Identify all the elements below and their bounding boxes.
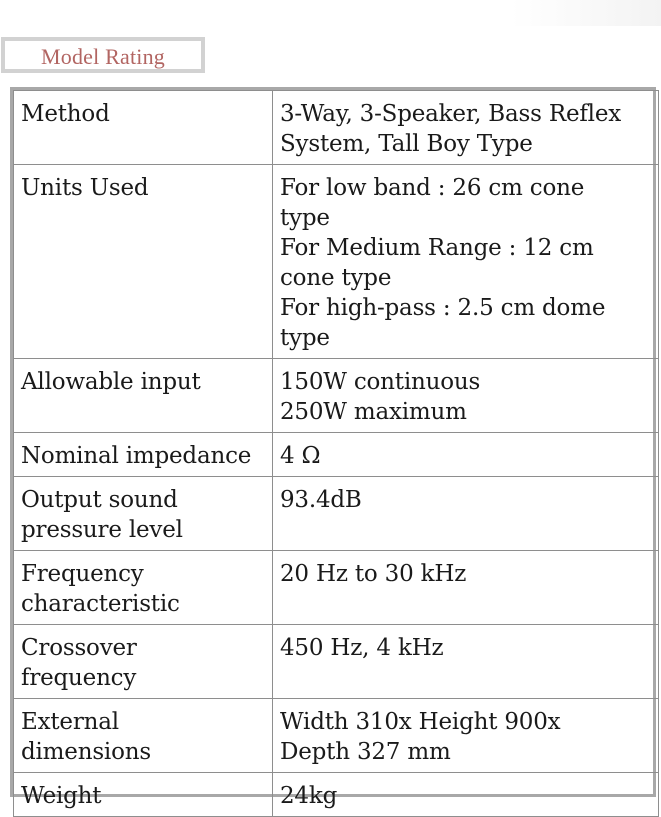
spec-value: 4 Ω — [273, 433, 659, 477]
table-row-frequency-characteristic — [14, 551, 659, 625]
table-row-method — [14, 91, 659, 165]
spec-key: Weight — [14, 773, 273, 817]
spec-key: Units Used — [14, 165, 273, 359]
spec-key: Nominal impedance — [14, 433, 273, 477]
table-row-output-sound-pressure — [14, 477, 659, 551]
table-row-allowable-input — [14, 359, 659, 433]
spec-value: 3-Way, 3-Speaker, Bass Reflex System, Tall Boy Type — [273, 91, 659, 165]
table-row-units-used — [14, 165, 659, 359]
spec-value: Width 310x Height 900x Depth 327 mm — [273, 699, 659, 773]
spec-key: Frequency characteristic — [14, 551, 273, 625]
spec-table — [13, 90, 659, 817]
spec-value: 150W continuous 250W maximum — [273, 359, 659, 433]
top-edge-shade — [511, 0, 661, 26]
table-row-nominal-impedance — [14, 433, 659, 477]
table-row-weight — [14, 773, 659, 817]
spec-key: Allowable input — [14, 359, 273, 433]
spec-key: Crossover frequency — [14, 625, 273, 699]
table-row-external-dimensions — [14, 699, 659, 773]
model-rating-tab[interactable] — [1, 37, 205, 73]
spec-key: Method — [14, 91, 273, 165]
spec-value: 93.4dB — [273, 477, 659, 551]
spec-value: 20 Hz to 30 kHz — [273, 551, 659, 625]
table-row-crossover-frequency — [14, 625, 659, 699]
spec-key: Output sound pressure level — [14, 477, 273, 551]
spec-value: For low band : 26 cm cone type For Medium Range : 12 cm cone type For high-pass : 2.5 cm dome type — [273, 165, 659, 359]
model-rating-tab-label: Model Rating — [40, 44, 165, 69]
spec-value: 24kg — [273, 773, 659, 817]
spec-value: 450 Hz, 4 kHz — [273, 625, 659, 699]
spec-key: External dimensions — [14, 699, 273, 773]
